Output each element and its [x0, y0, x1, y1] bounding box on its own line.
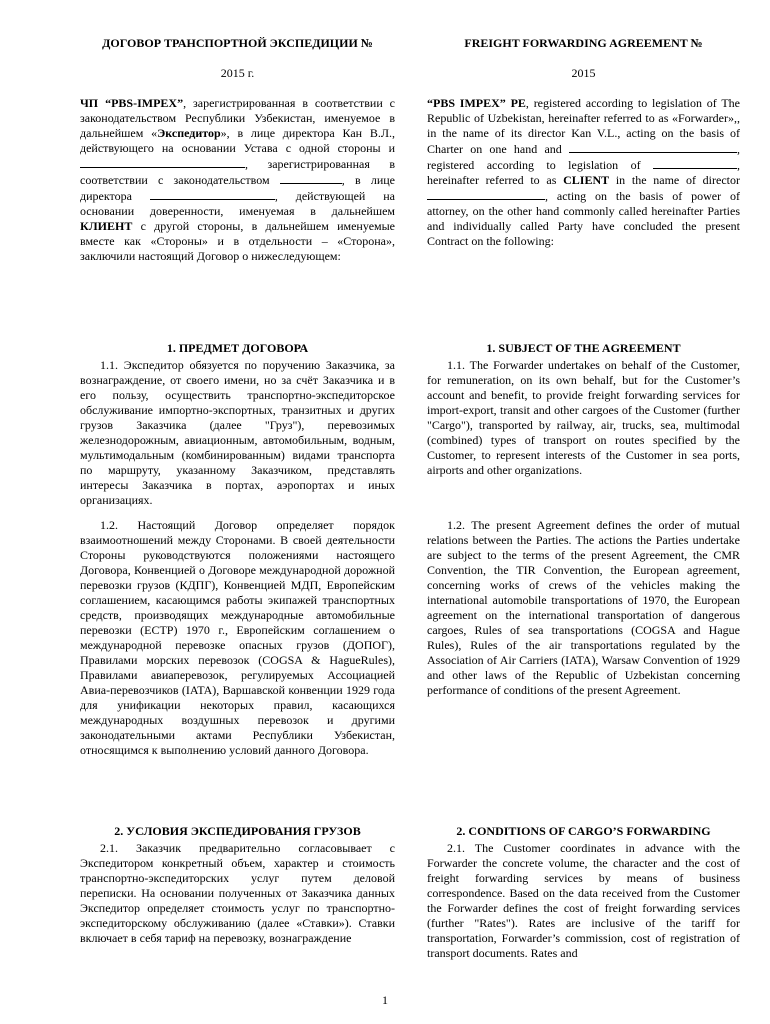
- page-number: 1: [382, 993, 388, 1007]
- blank-line: [280, 172, 342, 184]
- contract-year-ru: 2015 г.: [220, 66, 255, 80]
- section-1-title-ru: 1. ПРЕДМЕТ ДОГОВОРА: [166, 341, 309, 355]
- client-term-ru: КЛИЕНТ: [80, 219, 133, 233]
- contract-title-en: FREIGHT FORWARDING AGREEMENT №: [464, 36, 703, 50]
- company-name-en: “PBS IMPEX” PE: [427, 96, 526, 110]
- clause-2-1-en: 2.1. The Customer coordinates in advance with the Forwarder the concrete volume, the character and the cost of freight forwarding services by means of business correspondence. Based on the data received from the Customer the Forwarder defines the cost of freight forwarding services (further "Rates"). Rates are inclusive of the tariff for transportation, Forwarder’s commission, cost of registration of transport documents. Rates and: [427, 841, 740, 960]
- clause-1-1-en: 1.1. The Forwarder undertakes on behalf of the Customer, for remuneration, on its own behalf, but for the Customer’s account and benefit, to provide freight forwarding services for import-export, transit and other cargoes of the Customer (further "Cargo"), transported by railway, air, trucks, sea, multimodal (combined) types of transport on routes specified by the Customer, to represent interests of the Customer in sea ports, airports and other organizations.: [427, 358, 740, 477]
- preamble-en: “PBS IMPEX” PE, registered according to legislation of The Republic of Uzbekistan, hereinafter referred to as «Forwarder»,, in the name of its director Kan V.L., acting on the basis of Charter on one hand and , registered according to legislation of , hereinafter referred to as CLIENT in the name of director , acting on the basis of power of attorney, on the other hand commonly called hereinafter Parties and individually called Party have concluded the present Contract on the following:: [427, 96, 740, 248]
- section-1-title-en: 1. SUBJECT OF THE AGREEMENT: [486, 341, 681, 355]
- section-2-title-ru: 2. УСЛОВИЯ ЭКСПЕДИРОВАНИЯ ГРУЗОВ: [114, 824, 361, 838]
- forwarder-term-ru: Экспедитор: [157, 126, 221, 140]
- clause-2-1-ru: 2.1. Заказчик предварительно согласовывает с Экспедитором конкретный объем, характер и стоимость транспортно-экспедиторских услуг путем деловой переписки. На основании полученных от Заказчика данных Экспедитор определяет стоимость услуг по транспортно-экспедиторскому обслуживанию (далее «Ставки»). Ставки включает в себя тариф на перевозку, вознаграждение: [80, 841, 395, 945]
- blank-line: [150, 188, 275, 200]
- clause-1-2-ru: 1.2. Настоящий Договор определяет порядок взаимоотношений между Сторонами. В своей деятельности Стороны руководствуются положениями настоящего Договора, Конвенцией о Договоре международной дорожной перевозки грузов (КДПГ), Конвенцией МДП, Европейским соглашением, касающимся работы экипажей транспортных средств, производящих международные автомобильные перевозки (ЕСТР) 1970 г., Европейским соглашением о международной перевозке опасных грузов (ДОПОГ), Правилами морских перевозок (COGSA & HagueRules), Правилами авиаперевозок, регулируемых Ассоциацией Авиа-перевозчиков (IATA), Варшавской конвенции 1929 года для унификации некоторых правил, касающихся международных воздушных перевозок и другими законодательными актами Республики Узбекистан, относящимся к выполнению условий данного Договора.: [80, 518, 395, 757]
- blank-line: [427, 188, 545, 200]
- contract-title-ru: ДОГОВОР ТРАНСПОРТНОЙ ЭКСПЕДИЦИИ №: [102, 36, 373, 50]
- client-term-en: CLIENT: [563, 173, 610, 187]
- company-name-ru: ЧП “PBS-IMPEX”: [80, 96, 184, 110]
- clause-1-1-ru: 1.1. Экспедитор обязуется по поручению Заказчика, за вознаграждение, от своего имени, но за счёт Заказчика и в его пользу, осуществить транспортно-экспедиторское обслуживание импортно-экспортных, транзитных и других грузов Заказчика (далее "Груз"), перевозимых железнодорожным, авиационным, автомобильным, водным, мультимодальным (комбинированным) видами транспорта по маршруту, указанному Заказчиком, представлять интересы Заказчика в портах, аэропортах и иных организациях.: [80, 358, 395, 507]
- blank-line: [653, 157, 737, 169]
- blank-line: [569, 141, 737, 153]
- clause-1-2-en: 1.2. The present Agreement defines the order of mutual relations between the Parties. The actions the Parties undertake are subject to the terms of the present Agreement, the CMR Convention, the TIR Convention, the European agreement, concerning works of crews of the vehicles making the international automobile transportations of 1970, the European agreement on the international transportation of dangerous cargoes, Rules of sea transportations (COGSA and Hague Rules), Rules of the air transportations regulated by the Association of Air Carriers (IATA), Warsaw Convention of 1929 and other laws of the Republic of Uzbekistan concerning performance of conditions of the present Agreement.: [427, 518, 740, 697]
- section-2-title-en: 2. CONDITIONS OF CARGO’S FORWARDING: [456, 824, 711, 838]
- contract-year-en: 2015: [571, 66, 596, 80]
- blank-line: [80, 156, 245, 168]
- preamble-ru: ЧП “PBS-IMPEX”, зарегистрированная в соответствии с законодательством Республики Узбекистан, именуемое в дальнейшем «Экспедитор», в лице директора Кан В.Л., действующего на основании Устава с одной стороны и , зарегистрированная в соответствии с законодательством , в лице директора , действующей на основании доверенности, именуемая в дальнейшем КЛИЕНТ с другой стороны, в дальнейшем именуемые вместе как «Стороны» и в отдельности – «Сторона», заключили настоящий Договор о нижеследующем:: [80, 96, 396, 263]
